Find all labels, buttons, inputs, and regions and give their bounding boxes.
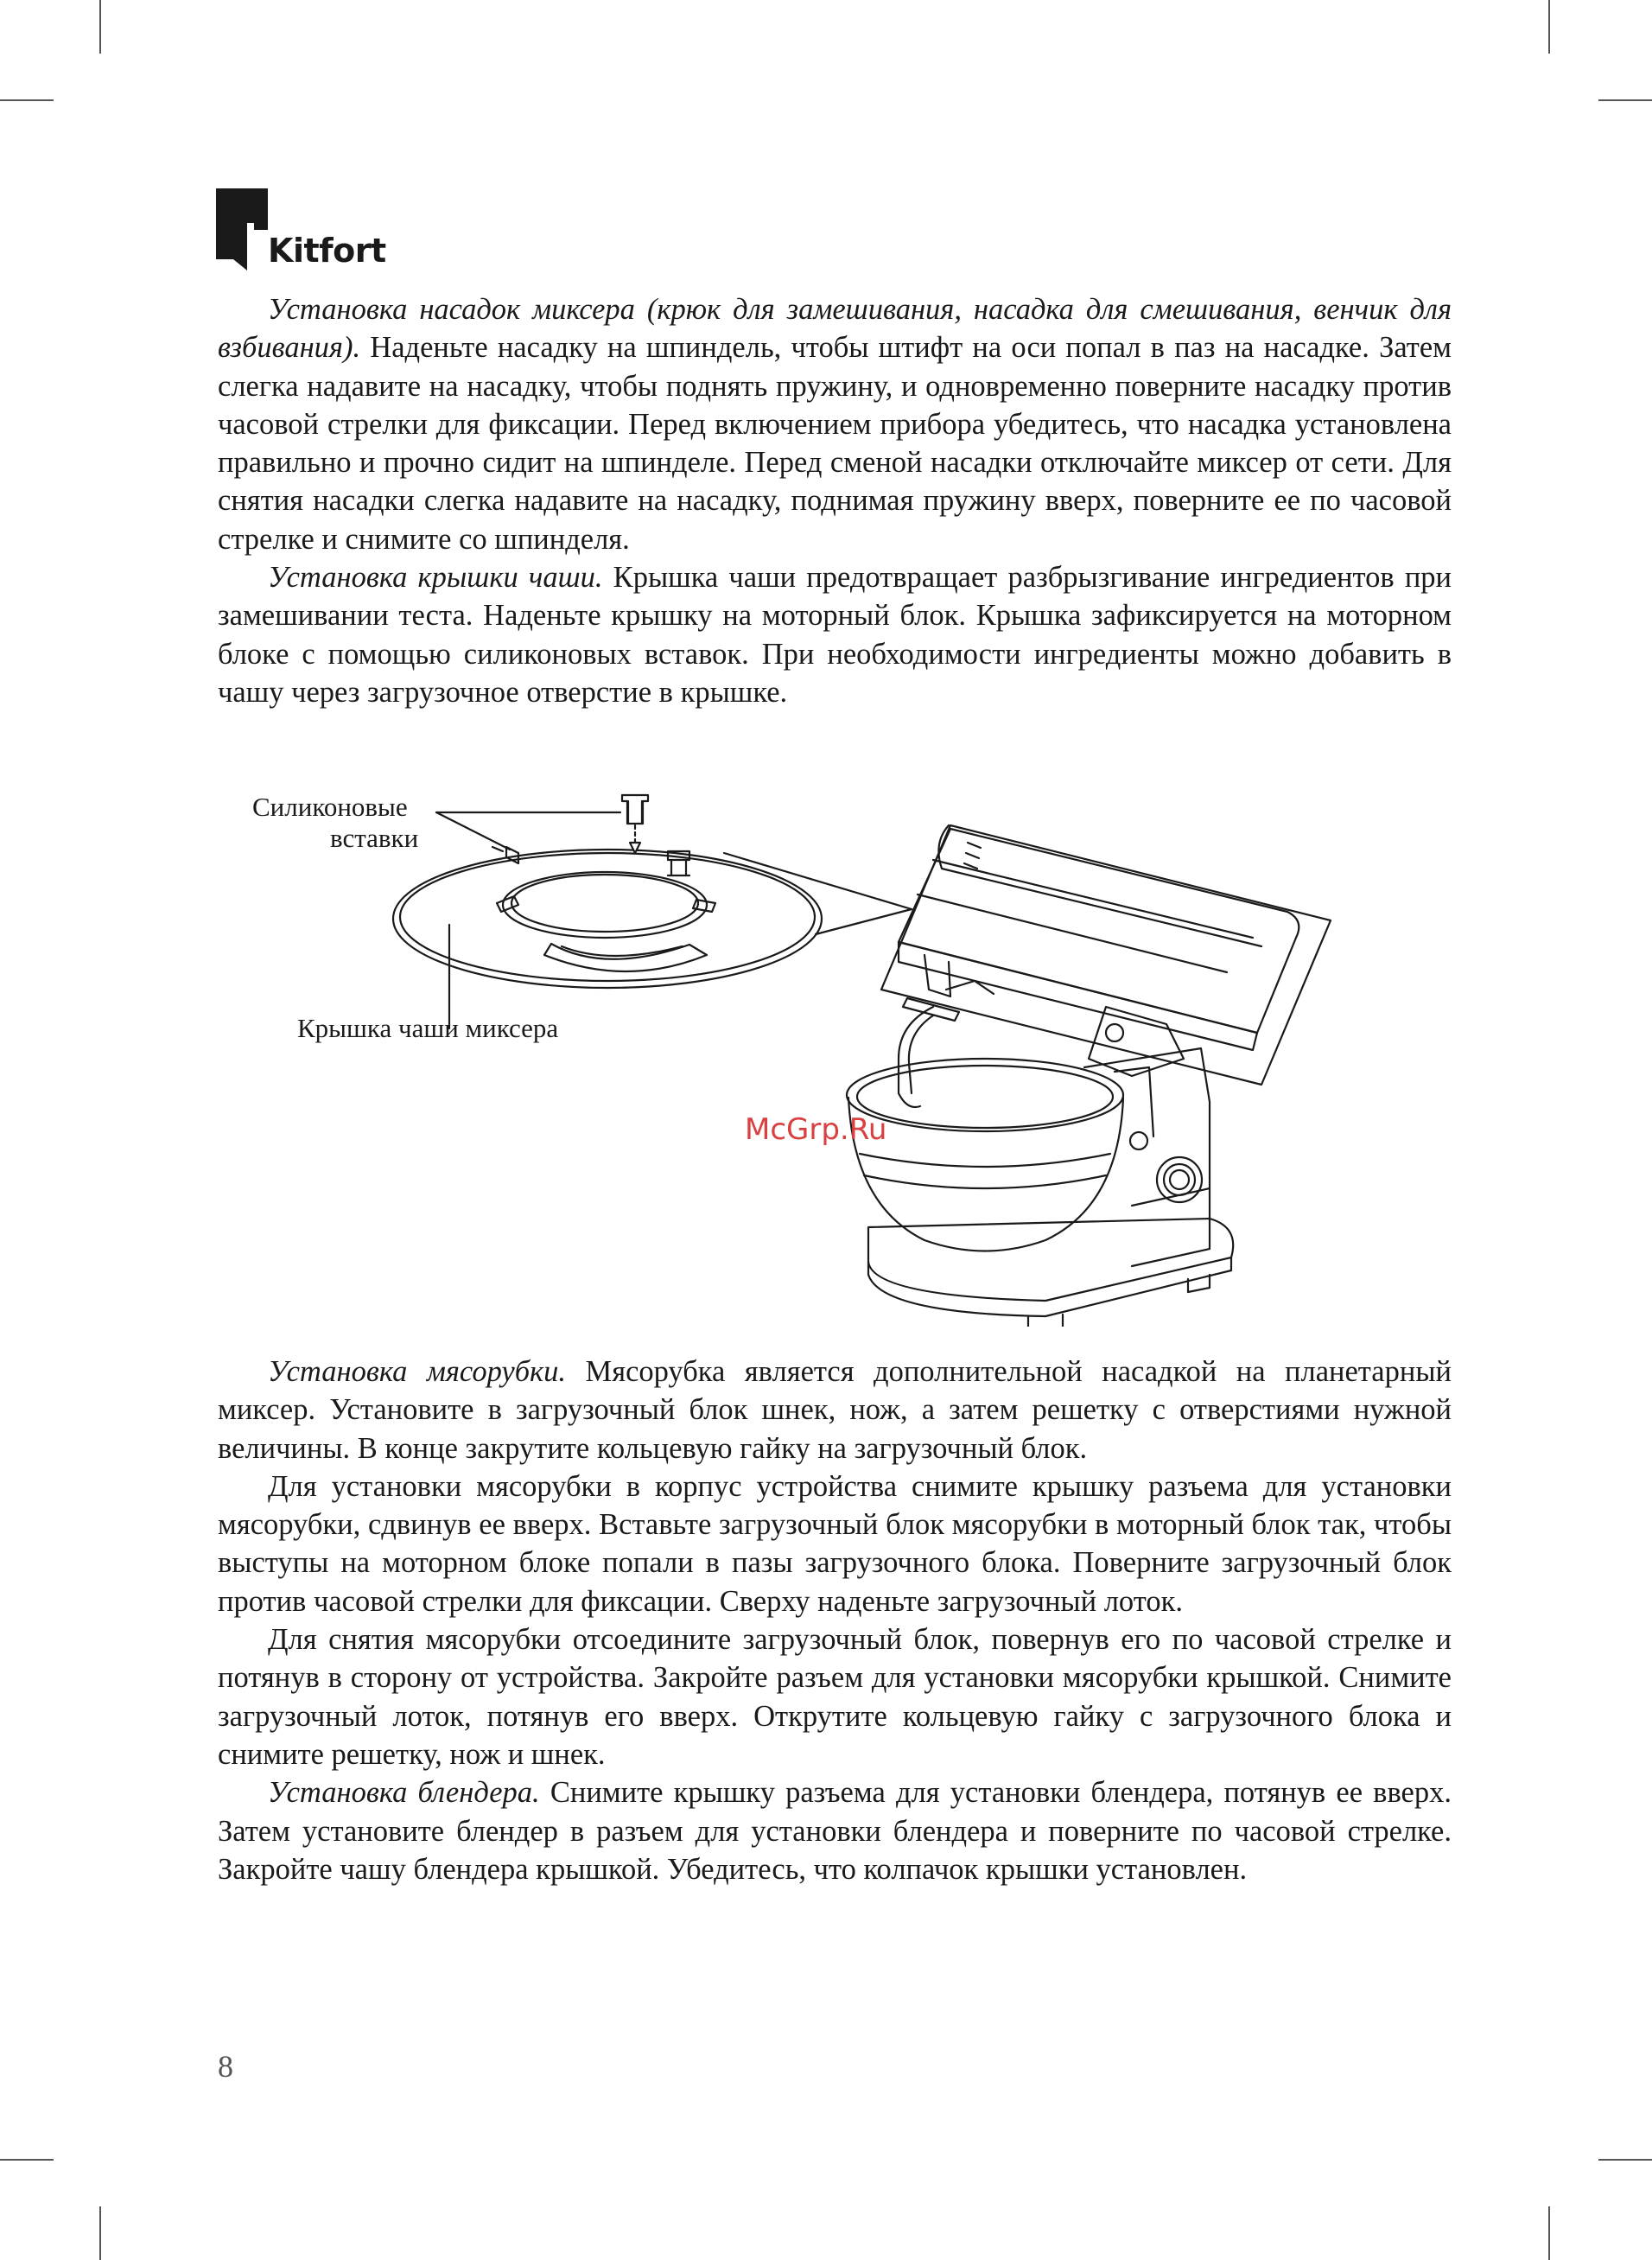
brand-logo-mark-icon: [216, 188, 268, 271]
paragraph-lead: Установка насадок миксера (крюк для замешивания, насадка для смешивания, венчик для взбивания).: [218, 293, 1452, 365]
crop-mark: [99, 0, 101, 54]
crop-mark: [1598, 2159, 1652, 2161]
paragraph: [218, 1353, 1452, 1467]
paragraph-body: Наденьте насадку на шпиндель, чтобы штифт на оси попал в паз на насадке. Затем слегка надавите на насадку, чтобы поднять пружину, и одновременно поверните насадку против часовой стрелки для фиксации. Перед включением прибора убедитесь, что насадка установлена правильно и прочно сидит на шпинделе. Перед сменой насадки отключайте миксер от сети. Для снятия насадки слегка надавите на насадку, поднимая пружину вверх, поверните ее по часовой стрелке и снимите со шпинделя.: [218, 331, 1452, 556]
brand-name: Kitfort: [268, 232, 386, 270]
paragraph-lead: Установка блендера.: [268, 1776, 540, 1810]
crop-mark: [1548, 2206, 1550, 2260]
paragraph: [218, 1467, 1452, 1620]
paragraph-body: Для установки мясорубки в корпус устройства снимите крышку разъема для установки мясорубки, сдвинув ее вверх. Вставьте загрузочный блок мясорубки в моторный блок так, чтобы выступы на моторном блоке попали в пазы загрузочного блока. Поверните загрузочный блок против часовой стрелки для фиксации. Сверху наденьте загрузочный лоток.: [218, 1469, 1452, 1618]
label-bowl-lid: Крышка чаши миксера: [297, 1013, 559, 1043]
text-block-bottom: [218, 1353, 1452, 1888]
paragraph: [218, 290, 1452, 558]
label-silicone-inserts-line1: Силиконовые: [252, 792, 408, 822]
paragraph-body: Для снятия мясорубки отсоедините загрузочный блок, повернув его по часовой стрелке и потянув в сторону от устройства. Закройте разъем для установки мясорубки крышкой. Снимите загрузочный лоток, потянув его вверх. Открутите кольцевую гайку с загрузочного блока и снимите решетку, нож и шнек.: [218, 1623, 1452, 1771]
crop-mark: [0, 99, 54, 101]
page-number: 8: [218, 2049, 233, 2084]
paragraph: [218, 1773, 1452, 1888]
paragraph-body: Снимите крышку разъема для установки блендера, потянув ее вверх. Затем установите блендер в разъем для установки блендера и поверните по часовой стрелке. Закройте чашу блендера крышкой. Убедитесь, что колпачок крышки установлен.: [218, 1776, 1452, 1886]
text-block-top: [218, 290, 1452, 711]
paragraph-lead: Установка крышки чаши.: [268, 561, 603, 595]
crop-mark: [1548, 0, 1550, 54]
watermark: McGrp.Ru: [745, 1112, 887, 1147]
mixer-illustration: [216, 773, 1339, 1327]
paragraph-body: Мясорубка является дополнительной насадкой на планетарный миксер. Установите в загрузочный блок шнек, нож, а затем решетку с отверстиями нужной величины. В конце закрутите кольцевую гайку на загрузочный блок.: [218, 1355, 1452, 1465]
paragraph: [218, 1620, 1452, 1773]
crop-mark: [99, 2206, 101, 2260]
mixer-lid-figure: [216, 773, 1339, 1327]
crop-mark: [0, 2159, 54, 2161]
paragraph: [218, 558, 1452, 711]
label-silicone-inserts-line2: вставки: [330, 823, 419, 853]
crop-mark: [1598, 99, 1652, 101]
paragraph-lead: Установка мясорубки.: [268, 1355, 567, 1388]
paragraph-body: Крышка чаши предотвращает разбрызгивание ингредиентов при замешивании теста. Наденьте крышку на моторный блок. Крышка зафиксируется на моторном блоке с помощью силиконовых вставок. При необходимости ингредиенты можно добавить в чашу через загрузочное отверстие в крышке.: [218, 561, 1452, 709]
